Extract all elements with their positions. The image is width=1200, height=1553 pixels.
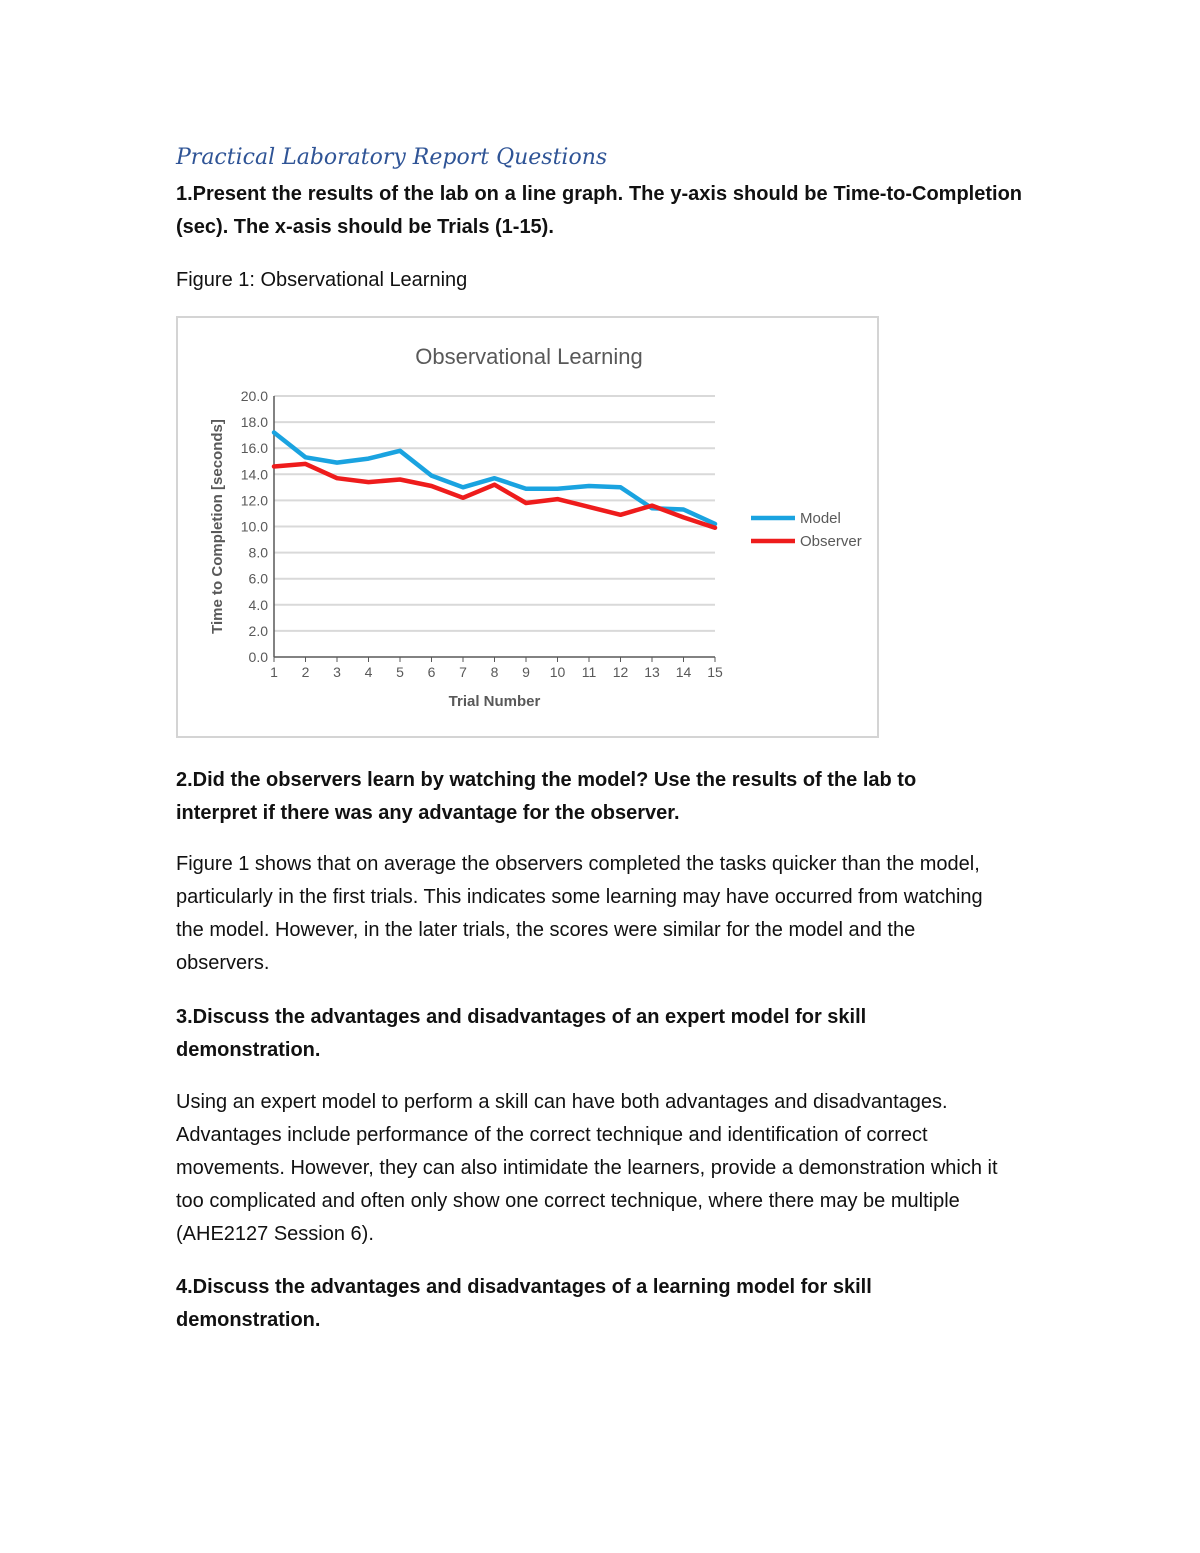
- x-axis-label: Trial Number: [448, 693, 541, 710]
- data-point-model: [273, 431, 276, 434]
- page-title: Practical Laboratory Report Questions: [176, 145, 608, 170]
- x-tick-label: 2: [301, 664, 310, 680]
- data-point-observer: [556, 498, 559, 501]
- x-tick-label: 14: [675, 664, 692, 680]
- legend-label-model: Model: [800, 510, 841, 527]
- data-point-observer: [462, 496, 465, 499]
- x-tick-label: 9: [522, 664, 530, 680]
- data-point-observer: [651, 504, 654, 507]
- data-point-observer: [367, 481, 370, 484]
- chart-title: Observational Learning: [415, 344, 643, 369]
- x-tick-label: 3: [333, 664, 341, 680]
- data-point-model: [304, 456, 307, 459]
- x-tick-label: 8: [490, 664, 499, 680]
- data-point-model: [525, 487, 528, 490]
- legend-label-observer: Observer: [800, 533, 862, 550]
- data-point-model: [399, 449, 402, 452]
- data-point-observer: [430, 485, 433, 488]
- data-point-model: [588, 485, 591, 488]
- x-tick-label: 4: [364, 664, 373, 680]
- chart-frame: [176, 316, 879, 738]
- x-tick-label: 7: [459, 664, 467, 680]
- y-tick-label: 6.0: [248, 570, 268, 587]
- y-tick-label: 4.0: [248, 596, 268, 613]
- y-tick-label: 10.0: [240, 518, 268, 535]
- answer-2: Figure 1 shows that on average the observers completed the tasks quicker than the model, particularly in the first trials. This indicates some learning may have occurred from watching the model. However, in the later trials, the scores were similar for the model and the observers.: [176, 853, 983, 974]
- data-point-model: [430, 474, 433, 477]
- data-point-observer: [336, 477, 339, 480]
- y-tick-label: 2.0: [248, 622, 268, 639]
- figure-caption: Figure 1: Observational Learning: [176, 269, 468, 291]
- data-point-observer: [399, 478, 402, 481]
- line-chart: [178, 318, 881, 740]
- data-point-observer: [493, 483, 496, 486]
- data-point-model: [367, 457, 370, 460]
- data-point-observer: [682, 516, 685, 519]
- data-point-observer: [714, 526, 717, 529]
- y-tick-label: 14.0: [240, 466, 268, 483]
- x-tick-label: 5: [396, 664, 404, 680]
- y-tick-label: 16.0: [240, 440, 268, 457]
- y-tick-label: 0.0: [248, 649, 268, 665]
- x-tick-label: 6: [427, 664, 436, 680]
- y-tick-label: 20.0: [240, 388, 268, 404]
- x-tick-label: 12: [612, 664, 629, 680]
- data-point-observer: [304, 462, 307, 465]
- data-point-model: [714, 522, 717, 525]
- x-tick-label: 1: [270, 664, 278, 680]
- y-tick-label: 12.0: [240, 492, 268, 509]
- data-point-model: [619, 486, 622, 489]
- x-tick-label: 10: [549, 664, 566, 680]
- answer-3: Using an expert model to perform a skill can have both advantages and disadvantages. Advantages include performance of the correct technique and identification of correct movements. However, they can also intimidate the learners, provide a demonstration which it too complicated and often only show one correct technique, where there may be multiple (AHE2127 Session 6).: [176, 1091, 998, 1245]
- data-point-model: [493, 477, 496, 480]
- y-axis-label: Time to Completion [seconds]: [209, 419, 226, 634]
- question-3: 3.Discuss the advantages and disadvantages of an expert model for skill demonstration.: [176, 1006, 867, 1061]
- question-2: 2.Did the observers learn by watching the model? Use the results of the lab to interpret if there was any advantage for the observer.: [176, 769, 917, 824]
- question-4: 4.Discuss the advantages and disadvantages of a learning model for skill demonstration.: [176, 1276, 872, 1331]
- x-tick-label: 11: [581, 664, 597, 680]
- data-point-observer: [525, 502, 528, 505]
- y-tick-label: 18.0: [240, 414, 268, 431]
- data-point-observer: [273, 465, 276, 468]
- data-point-model: [336, 461, 339, 464]
- question-1: 1.Present the results of the lab on a line graph. The y-axis should be Time-to-Completion (sec). The x-asis should be Trials (1-15).: [176, 183, 1022, 238]
- y-tick-label: 8.0: [248, 544, 268, 561]
- data-point-observer: [588, 505, 591, 508]
- x-tick-label: 13: [644, 664, 660, 680]
- data-point-model: [462, 486, 465, 489]
- data-point-model: [682, 508, 685, 511]
- data-point-model: [556, 487, 559, 490]
- x-tick-label: 15: [707, 664, 723, 680]
- data-point-observer: [619, 513, 622, 516]
